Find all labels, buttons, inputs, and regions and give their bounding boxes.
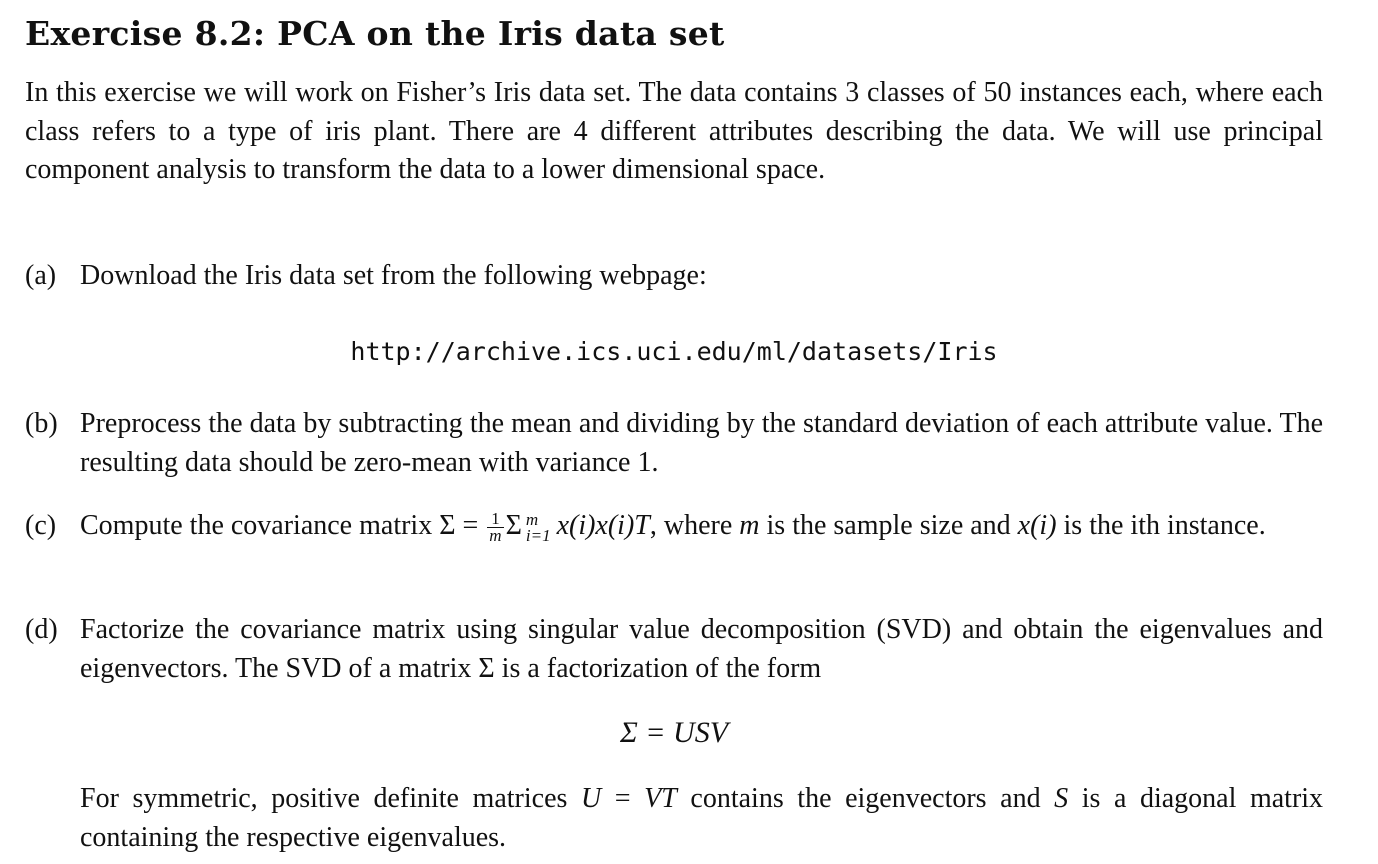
svd-explanation-part-3: is a diagonal matrix containing the respective eigenvalues.: [80, 783, 1324, 853]
var-x-i: x(i): [1017, 510, 1057, 541]
covariance-intro: Compute the covariance matrix Σ =: [80, 510, 479, 541]
sum-upper-limit: m: [525, 509, 539, 529]
var-s: S: [1054, 783, 1069, 814]
item-d-text: Factorize the covariance matrix using singular value decomposition (SVD) and obtain the eigenvalues and eigenvectors. The SVD of a matrix Σ is a factorization of the form: [80, 614, 1323, 684]
item-d: [25, 611, 1323, 688]
sum-lower-limit: i=1: [525, 525, 551, 545]
var-v-transpose: VT: [644, 783, 677, 814]
dataset-url[interactable]: http://archive.ics.uci.edu/ml/datasets/Iris: [350, 337, 998, 366]
ith-instance-text: is the ith instance.: [1063, 510, 1266, 541]
item-b-label: (b): [25, 408, 58, 439]
item-c-label: (c): [25, 510, 57, 541]
svd-equation: Σ = USV: [619, 716, 729, 749]
equals-sign: =: [614, 783, 631, 814]
var-u: U: [580, 783, 602, 814]
item-a-label: (a): [25, 260, 57, 291]
covariance-where: , where: [649, 510, 733, 541]
item-d-label: (d): [25, 614, 58, 645]
svd-explanation-part-2: contains the eigenvectors and: [690, 783, 1041, 814]
intro-paragraph: In this exercise we will work on Fisher’s Iris data set. The data contains 3 classes of 50 instances each, where each class refers to a type of iris plant. There are 4 different attributes describing the data. We will use principal component analysis to transform the data to a lower dimensional space.: [25, 77, 1323, 185]
sample-size-text: is the sample size and: [766, 510, 1011, 541]
var-m: m: [739, 510, 760, 541]
item-c: [25, 507, 1323, 546]
svd-explanation-part-1: For symmetric, positive definite matrices: [80, 783, 568, 814]
item-a-text: Download the Iris data set from the following webpage:: [80, 260, 707, 291]
fraction-1-over-m: [487, 511, 503, 544]
svd-explanation: [80, 780, 1323, 857]
fraction-denominator: m: [489, 526, 502, 546]
sum-limits: [525, 509, 551, 545]
sum-term: x(i)x(i)T: [556, 510, 650, 541]
item-b-text: Preprocess the data by subtracting the mean and dividing by the standard deviation of each attribute value. The resulting data should be zero-mean with variance 1.: [80, 408, 1323, 478]
exercise-title: Exercise 8.2: PCA on the Iris data set: [25, 14, 725, 53]
item-c-text: [80, 507, 1323, 546]
fraction-numerator: 1: [487, 511, 503, 528]
item-a: [25, 257, 1323, 296]
sum-symbol: Σ: [505, 510, 522, 541]
item-b: [25, 405, 1323, 482]
